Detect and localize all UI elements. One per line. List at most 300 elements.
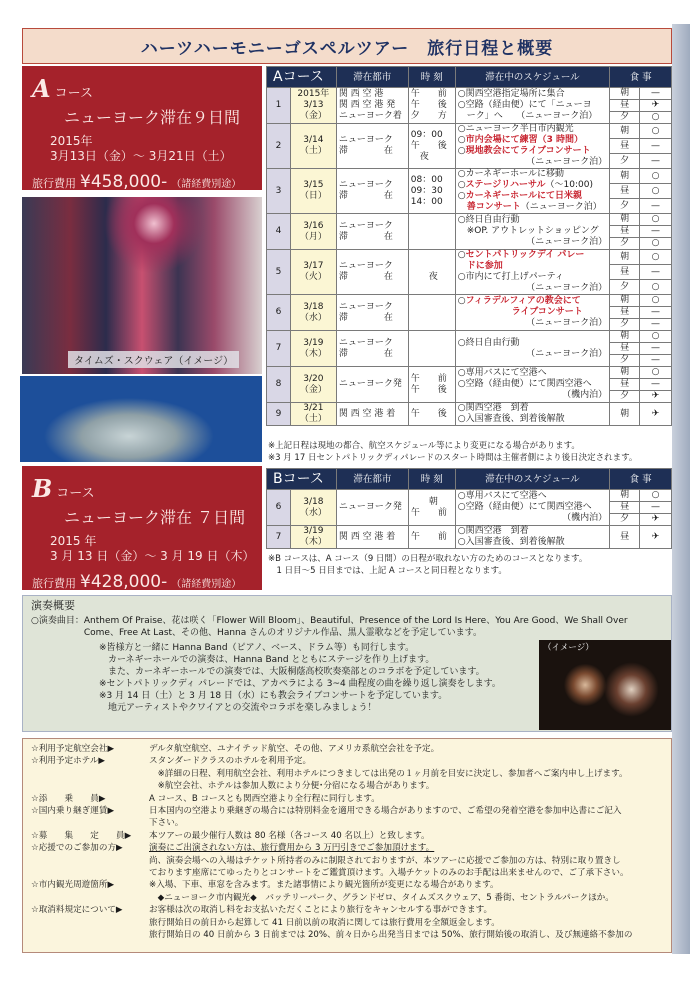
schedule-line bbox=[458, 89, 607, 100]
schedule-line bbox=[458, 349, 607, 360]
schedule-cell bbox=[455, 88, 609, 124]
course-label: コース bbox=[56, 486, 95, 501]
schedule-text: （ニューヨーク泊） bbox=[526, 157, 608, 167]
schedule-text: ○空路（経由便）にて関西空港へ bbox=[457, 379, 592, 389]
day-date: （月） bbox=[299, 231, 327, 242]
price-label: 旅行費用 bbox=[32, 177, 76, 190]
performance-note: ※セントパトリックディ パレードでは、アカペラによる 3~4 曲程度の曲を繰り返し演奏をします。 bbox=[99, 679, 501, 689]
info-text: 下さい。 bbox=[149, 818, 184, 829]
day-date: 3/20 bbox=[303, 373, 324, 384]
meal-label: 朝 bbox=[610, 214, 640, 226]
table-row bbox=[267, 295, 672, 307]
note-line: 1 日目～5 日目までは、上記 A コースと同日程となります。 bbox=[268, 566, 507, 576]
info-label: ☆市内観光周遊箇所▶ bbox=[31, 880, 115, 891]
schedule-line bbox=[458, 491, 607, 502]
meal-value: ✈ bbox=[640, 403, 672, 426]
meal-value: — bbox=[640, 379, 672, 391]
meal-label: 昼 bbox=[610, 379, 640, 391]
meal-label: 夕 bbox=[610, 154, 640, 169]
meal-label: 朝 bbox=[610, 88, 640, 100]
course-a-schedule-table bbox=[266, 66, 672, 426]
day-date-cell bbox=[290, 295, 336, 331]
course-name: Bコース bbox=[267, 469, 337, 490]
city-cell: 関 西 空 港 着 bbox=[336, 403, 408, 426]
schedule-line bbox=[458, 307, 607, 318]
course-a-notes bbox=[268, 440, 637, 464]
schedule-line bbox=[458, 338, 607, 349]
day-date: 3/18 bbox=[303, 496, 324, 507]
table-row bbox=[267, 250, 672, 265]
day-date-cell bbox=[290, 403, 336, 426]
day-date: 3/21 bbox=[303, 403, 324, 413]
schedule-text: ○市内にて打上げパーティ bbox=[457, 272, 564, 282]
schedule-text: ○終日自由行動 bbox=[457, 215, 520, 225]
day-date: （木） bbox=[299, 537, 327, 547]
schedule-line bbox=[458, 157, 607, 168]
day-date: 3/19 bbox=[303, 337, 324, 348]
meal-value: ○ bbox=[640, 295, 672, 307]
day-date: （金） bbox=[299, 111, 327, 121]
schedule-text: ※OP. アウトレットショッピング bbox=[457, 226, 599, 236]
schedule-line bbox=[458, 272, 607, 283]
info-text: スタンダードクラスのホテルを利用予定。 bbox=[149, 756, 312, 767]
day-number: 6 bbox=[267, 490, 291, 526]
tour-information bbox=[22, 738, 672, 953]
info-text: 尚、演奏会場への入場はチケット所持者のみに制限されておりますが、本ツアーに応援でご参加の方は、特別に取り置きし bbox=[149, 855, 621, 866]
songs-label: ○演奏曲目： bbox=[31, 616, 84, 626]
schedule-line bbox=[458, 146, 607, 157]
day-number: 7 bbox=[267, 526, 291, 549]
price-note: （諸経費別途） bbox=[171, 579, 242, 590]
meal-value: ○ bbox=[640, 331, 672, 343]
meal-label: 朝 bbox=[610, 124, 640, 139]
table-row bbox=[267, 88, 672, 100]
header-schedule: 滞在中のスケジュール bbox=[455, 469, 609, 490]
day-number: 5 bbox=[267, 250, 291, 295]
meal-value: ○ bbox=[640, 124, 672, 139]
schedule-text: （ニューヨーク泊） bbox=[520, 202, 602, 212]
day-date: 3/14 bbox=[303, 135, 324, 145]
meal-value: — bbox=[640, 319, 672, 331]
schedule-line bbox=[458, 111, 607, 122]
schedule-text: （機内泊） bbox=[562, 390, 608, 400]
header-meals: 食 事 bbox=[610, 469, 672, 490]
meal-value: — bbox=[640, 307, 672, 319]
info-row bbox=[31, 879, 663, 904]
course-name: Aコース bbox=[267, 67, 337, 88]
meal-label: 夕 bbox=[610, 199, 640, 214]
info-label: ☆応援でのご参加の方▶ bbox=[31, 843, 123, 854]
schedule-line bbox=[458, 368, 607, 379]
time-cell: 午 後 bbox=[408, 403, 455, 426]
day-number: 2 bbox=[267, 124, 291, 169]
schedule-text: ドに参加 bbox=[466, 261, 503, 271]
schedule-cell bbox=[455, 214, 609, 250]
meal-value: — bbox=[640, 154, 672, 169]
meal-label: 昼 bbox=[610, 502, 640, 514]
day-date-cell bbox=[290, 367, 336, 403]
info-text: ◆ニューヨーク市内観光◆ バッテリーパーク、グランドゼロ、タイムズスクウェア、5 番街、セントラルパークほか。 bbox=[149, 892, 614, 903]
meal-value: ○ bbox=[640, 250, 672, 265]
course-b-schedule-table bbox=[266, 468, 672, 549]
schedule-line bbox=[458, 100, 607, 111]
schedule-line bbox=[458, 502, 607, 513]
info-text: 旅行開始日の前日から起算して 41 日前以前の取消に関しては旅行費用を全額返金します。 bbox=[149, 917, 500, 928]
info-label: ☆添 乗 員▶ bbox=[31, 793, 106, 804]
header-time: 時 刻 bbox=[408, 67, 455, 88]
day-date: （土） bbox=[299, 414, 327, 424]
schedule-text: 市内会場にて練習（3 時間） bbox=[465, 135, 583, 145]
day-date: （金） bbox=[299, 384, 327, 395]
schedule-text: ○ニューヨーク半日市内観光 bbox=[457, 124, 574, 134]
schedule-text: ○ bbox=[457, 250, 466, 260]
statue-of-liberty-photo bbox=[20, 376, 262, 462]
table-header bbox=[267, 67, 672, 88]
day-date-cell bbox=[290, 526, 336, 549]
table-row bbox=[267, 403, 672, 426]
meal-value: ○ bbox=[640, 280, 672, 295]
schedule-cell bbox=[455, 526, 609, 549]
meal-value: — bbox=[640, 139, 672, 154]
day-number: 8 bbox=[267, 367, 291, 403]
header-schedule: 滞在中のスケジュール bbox=[455, 67, 609, 88]
schedule-text: ○ bbox=[457, 135, 466, 145]
schedule-cell bbox=[455, 250, 609, 295]
day-date: 3/18 bbox=[303, 301, 324, 312]
day-date: 3/17 bbox=[303, 261, 324, 271]
table-row bbox=[267, 367, 672, 379]
schedule-line bbox=[458, 261, 607, 272]
info-row bbox=[31, 805, 663, 830]
meal-label: 夕 bbox=[610, 355, 640, 367]
day-date: （日） bbox=[299, 191, 327, 201]
schedule-line bbox=[458, 215, 607, 226]
header-city: 滞在都市 bbox=[336, 469, 408, 490]
day-date: （水） bbox=[299, 507, 327, 518]
image-caption: （イメージ） bbox=[543, 643, 594, 653]
city-cell: ニューヨーク 滞 在 bbox=[336, 250, 408, 295]
schedule-text: ライブコンサート bbox=[511, 307, 583, 317]
table-row bbox=[267, 124, 672, 139]
info-text: A コース、B コースとも関西空港より全行程に同行します。 bbox=[149, 793, 380, 804]
schedule-text: ○ bbox=[457, 191, 466, 201]
meal-label: 昼 bbox=[610, 265, 640, 280]
time-cell: 朝 午 前 bbox=[408, 490, 455, 526]
city-cell: ニューヨーク 滞 在 bbox=[336, 169, 408, 214]
info-text: ※詳細の日程、利用航空会社、利用ホテルにつきましては出発の１ヶ月前を目安に決定し、参加者へご案内申し上げます。 bbox=[149, 768, 628, 779]
info-text: 演奏にご出演されない方は、旅行費用から 3 万円引きでご参加頂けます。 bbox=[149, 843, 435, 854]
time-cell bbox=[408, 214, 455, 250]
performance-note: ※皆様方と一緒に Hanna Band（ピアノ、ベース、ドラム等）も同行します。 bbox=[99, 643, 415, 653]
price-note: （諸経費別途） bbox=[171, 179, 242, 190]
note-line: ※3 月 17 日セントパトリックディパレードのスタート時間は主催者側により後日決定されます。 bbox=[268, 453, 638, 463]
course-year: 2015年 bbox=[50, 134, 93, 148]
schedule-text: （ニューヨーク泊） bbox=[526, 318, 608, 328]
meal-label: 夕 bbox=[610, 514, 640, 526]
schedule-text: ○カーネギーホールに移動 bbox=[457, 169, 564, 179]
meal-label: 朝 bbox=[610, 403, 640, 426]
day-date-cell bbox=[290, 88, 336, 124]
info-row bbox=[31, 904, 663, 941]
schedule-text: 現地教会にてライブコンサート bbox=[465, 146, 591, 156]
meal-label: 朝 bbox=[610, 331, 640, 343]
schedule-text: ○入国審査後、到着後解散 bbox=[457, 414, 565, 424]
schedule-text bbox=[458, 261, 467, 271]
schedule-text: （ニューヨーク泊） bbox=[526, 348, 608, 359]
meal-value: ○ bbox=[640, 238, 672, 250]
info-row bbox=[31, 842, 663, 879]
schedule-text: ○関西空港指定場所に集合 bbox=[457, 89, 565, 99]
info-row bbox=[31, 793, 663, 805]
meal-value: — bbox=[640, 199, 672, 214]
info-text: 本ツアーの最少催行人数は 80 名様（各コース 40 名以上）と致します。 bbox=[149, 830, 430, 841]
meal-label: 朝 bbox=[610, 295, 640, 307]
course-letter: B bbox=[32, 474, 53, 503]
time-cell: 夜 bbox=[408, 250, 455, 295]
schedule-line bbox=[458, 513, 607, 524]
day-number: 6 bbox=[267, 295, 291, 331]
info-text: 旅行開始日の 40 日前から 3 日前までは 20%、前々日から出発当日までは 50%、旅行開始後の取消し、及び無連絡不参加の bbox=[149, 930, 633, 941]
schedule-line bbox=[458, 124, 607, 135]
city-cell: 関 西 空 港 関 西 空 港 発 ニューヨーク着 bbox=[336, 88, 408, 124]
time-cell: 午 前 午 後 bbox=[408, 367, 455, 403]
day-date-cell bbox=[290, 214, 336, 250]
info-text: ※航空会社、ホテルは参加人数により分便･分宿になる場合があります。 bbox=[149, 781, 435, 792]
course-dates: 3 月 13 日（金）～ 3 月 19 日（木） bbox=[50, 549, 255, 563]
photo-caption: タイムズ・スクウェア（イメージ） bbox=[68, 351, 239, 368]
meal-value: — bbox=[640, 355, 672, 367]
schedule-line bbox=[458, 537, 607, 548]
day-number: 4 bbox=[267, 214, 291, 250]
meal-label: 昼 bbox=[610, 184, 640, 199]
city-cell: ニューヨーク 滞 在 bbox=[336, 331, 408, 367]
schedule-text: （機内泊） bbox=[562, 513, 608, 523]
meal-label: 昼 bbox=[610, 100, 640, 112]
meal-value: ○ bbox=[640, 214, 672, 226]
city-cell: ニューヨーク 滞 在 bbox=[336, 124, 408, 169]
meal-value: ○ bbox=[640, 169, 672, 184]
schedule-line bbox=[458, 202, 607, 213]
schedule-text: カーネギーホールにて日米親 bbox=[465, 191, 582, 201]
info-text: お客様は次の取消し料をお支払いただくことにより旅行をキャンセルする事ができます。 bbox=[149, 905, 493, 916]
day-date: 3/19 bbox=[303, 526, 324, 536]
info-label: ☆国内乗り継ぎ運賃▶ bbox=[31, 806, 115, 817]
schedule-cell bbox=[455, 331, 609, 367]
meal-value: — bbox=[640, 265, 672, 280]
time-cell bbox=[408, 295, 455, 331]
schedule-text bbox=[458, 307, 512, 317]
info-row bbox=[31, 743, 663, 755]
schedule-text: （ニューヨーク泊） bbox=[526, 237, 608, 247]
meal-value: — bbox=[640, 502, 672, 514]
meal-value: ✈ bbox=[640, 526, 672, 549]
schedule-text: （～10:00) bbox=[545, 180, 593, 190]
schedule-line bbox=[458, 379, 607, 390]
meal-label: 昼 bbox=[610, 343, 640, 355]
day-date: 3/16 bbox=[303, 220, 324, 231]
meal-value: ○ bbox=[640, 490, 672, 502]
day-number: 3 bbox=[267, 169, 291, 214]
schedule-text: ○関西空港 到着 bbox=[457, 526, 529, 536]
meal-value: ○ bbox=[640, 112, 672, 124]
performance-note: カーネギーホールでの演奏は、Hanna Band とともにステージを作り上げます。 bbox=[99, 655, 435, 665]
meal-value: — bbox=[640, 226, 672, 238]
schedule-line bbox=[458, 250, 607, 261]
time-cell: 午 前 bbox=[408, 526, 455, 549]
schedule-text: ○空路（経由便）にて「ニューヨ bbox=[457, 100, 592, 110]
schedule-line bbox=[458, 296, 607, 307]
time-cell: 08：00 09：30 14：00 bbox=[408, 169, 455, 214]
course-duration: ニューヨーク滞在 ７日間 bbox=[64, 508, 246, 527]
choir-photo bbox=[539, 640, 671, 730]
note-line: ※B コースは、A コース（9 日間）の日程が取れない方のためのコースとなります。 bbox=[268, 554, 588, 564]
schedule-text: ○終日自由行動 bbox=[457, 337, 520, 348]
course-year: 2015 年 bbox=[50, 534, 97, 548]
schedule-cell bbox=[455, 295, 609, 331]
meal-label: 朝 bbox=[610, 250, 640, 265]
schedule-line bbox=[458, 135, 607, 146]
performance-overview bbox=[22, 595, 672, 732]
course-letter: A bbox=[32, 74, 51, 103]
schedule-line bbox=[458, 169, 607, 180]
schedule-line bbox=[458, 403, 607, 414]
meal-value: — bbox=[640, 88, 672, 100]
course-b-box bbox=[22, 466, 262, 590]
city-cell: ニューヨーク 滞 在 bbox=[336, 214, 408, 250]
schedule-text bbox=[458, 202, 467, 212]
performance-note: ※3 月 14 日（土）と 3 月 18 日（水）にも教会ライブコンサートを予定しています。 bbox=[99, 691, 448, 701]
day-date-cell bbox=[290, 250, 336, 295]
meal-value: ✈ bbox=[640, 514, 672, 526]
times-square-photo bbox=[22, 197, 262, 374]
meal-value: ✈ bbox=[640, 391, 672, 403]
info-text: 日本国内の空港より乗継ぎの場合には特別料金を適用できる場合がありますので、ご希望の発着空港を参加申込書にご記入 bbox=[149, 806, 622, 817]
info-label: ☆取消料規定について▶ bbox=[31, 905, 123, 916]
day-number: 9 bbox=[267, 403, 291, 426]
day-date: （水） bbox=[299, 312, 327, 323]
schedule-text: ○ bbox=[457, 146, 466, 156]
schedule-line bbox=[458, 414, 607, 425]
city-cell: ニューヨーク 滞 在 bbox=[336, 295, 408, 331]
day-date: （土） bbox=[299, 146, 327, 156]
day-number: 1 bbox=[267, 88, 291, 124]
day-date-cell bbox=[290, 169, 336, 214]
course-b-notes bbox=[268, 553, 587, 577]
schedule-text: ○空路（経由便）にて関西空港へ bbox=[457, 502, 592, 512]
meal-label: 夕 bbox=[610, 391, 640, 403]
meal-label: 昼 bbox=[610, 307, 640, 319]
schedule-cell bbox=[455, 403, 609, 426]
schedule-text: セントパトリックデイ パレー bbox=[465, 250, 585, 260]
meal-label: 夕 bbox=[610, 238, 640, 250]
schedule-text: ○ bbox=[457, 296, 466, 306]
schedule-line bbox=[458, 526, 607, 537]
info-label: ☆利用予定ホテル▶ bbox=[31, 756, 106, 767]
performance-note: また、カーネギーホールでの演奏では、大阪桐蔭高校吹奏楽部とのコラボを予定しています。 bbox=[99, 667, 485, 677]
course-label: コース bbox=[54, 86, 93, 101]
day-date: （火） bbox=[299, 272, 327, 282]
schedule-text: ○関西空港 到着 bbox=[457, 403, 529, 413]
day-date: 2015年 bbox=[297, 89, 330, 99]
page-title: ハーツハーモニーゴスペルツアー 旅行日程と概要 bbox=[22, 28, 672, 64]
schedule-text: ーク」へ （ニューヨーク泊） bbox=[457, 111, 598, 121]
schedule-cell bbox=[455, 169, 609, 214]
course-a-box bbox=[22, 66, 262, 190]
schedule-line bbox=[458, 180, 607, 191]
price-label: 旅行費用 bbox=[32, 577, 76, 590]
schedule-line bbox=[458, 318, 607, 329]
table-header bbox=[267, 469, 672, 490]
table-row bbox=[267, 331, 672, 343]
day-date: 3/15 bbox=[303, 180, 324, 190]
meal-label: 朝 bbox=[610, 169, 640, 184]
course-duration: ニューヨーク滞在９日間 bbox=[64, 108, 241, 127]
price: ¥428,000- bbox=[80, 572, 168, 592]
info-text: ております座席にてゆったりとコンサートをご鑑賞頂けます。入場チケットのみのお手配は出来ませんので、ご了承下さい。 bbox=[149, 868, 629, 879]
schedule-cell bbox=[455, 124, 609, 169]
price: ¥458,000- bbox=[80, 172, 168, 192]
table-row bbox=[267, 214, 672, 226]
day-number: 7 bbox=[267, 331, 291, 367]
schedule-line bbox=[458, 237, 607, 248]
schedule-text: ○専用バスにて空港へ bbox=[457, 491, 547, 501]
meal-label: 昼 bbox=[610, 226, 640, 238]
time-cell: 午 前 午 後 夕 方 bbox=[408, 88, 455, 124]
meal-value: ✈ bbox=[640, 100, 672, 112]
info-label: ☆募 集 定 員▶ bbox=[31, 830, 132, 841]
note-line: ※上記日程は現地の都合、航空スケジュール等により変更になる場合があります。 bbox=[268, 441, 580, 451]
performance-note: 地元アーティストやクワイアとの交流やコラボを楽しみましょう！ bbox=[99, 703, 377, 713]
schedule-text: ○専用バスにて空港へ bbox=[457, 368, 547, 378]
course-dates: 3月13日（金）～ 3月21日（土） bbox=[50, 149, 232, 163]
meal-value: ○ bbox=[640, 184, 672, 199]
time-cell: 09：00 午 後 夜 bbox=[408, 124, 455, 169]
day-date: （木） bbox=[299, 348, 327, 359]
meal-label: 朝 bbox=[610, 367, 640, 379]
schedule-text: 善コンサート bbox=[466, 202, 521, 212]
schedule-line bbox=[458, 283, 607, 294]
page-edge-strip bbox=[672, 24, 690, 954]
schedule-line bbox=[458, 191, 607, 202]
schedule-text: （ニューヨーク泊） bbox=[526, 283, 608, 293]
city-cell: ニューヨーク発 bbox=[336, 490, 408, 526]
meal-value: — bbox=[640, 343, 672, 355]
meal-label: 夕 bbox=[610, 280, 640, 295]
meal-label: 朝 bbox=[610, 490, 640, 502]
meal-label: 昼 bbox=[610, 526, 640, 549]
section-heading: 演奏概要 bbox=[31, 599, 75, 612]
table-row bbox=[267, 490, 672, 502]
city-cell: ニューヨーク発 bbox=[336, 367, 408, 403]
schedule-text: フィラデルフィアの教会にて bbox=[465, 296, 581, 306]
time-cell bbox=[408, 331, 455, 367]
day-date-cell bbox=[290, 124, 336, 169]
songs-list: Anthem Of Praise、花は咲く「Flower Will Bloom」、Beautiful、Presence of the Lord Is Here、You Are Good、We Shall Over Come、Free At Last、その他、Hanna さんのオリジナル作品、黒人霊歌などを予定しています。 bbox=[83, 616, 628, 638]
table-row bbox=[267, 169, 672, 184]
schedule-cell bbox=[455, 367, 609, 403]
schedule-text: ○入国審査後、到着後解散 bbox=[457, 537, 565, 547]
meal-label: 昼 bbox=[610, 139, 640, 154]
header-time: 時 刻 bbox=[408, 469, 455, 490]
day-date-cell bbox=[290, 490, 336, 526]
day-date: 3/13 bbox=[303, 100, 324, 110]
day-date-cell bbox=[290, 331, 336, 367]
table-row bbox=[267, 526, 672, 549]
schedule-line bbox=[458, 226, 607, 237]
header-city: 滞在都市 bbox=[336, 67, 408, 88]
info-label: ☆利用予定航空会社▶ bbox=[31, 744, 115, 754]
meal-label: 夕 bbox=[610, 112, 640, 124]
